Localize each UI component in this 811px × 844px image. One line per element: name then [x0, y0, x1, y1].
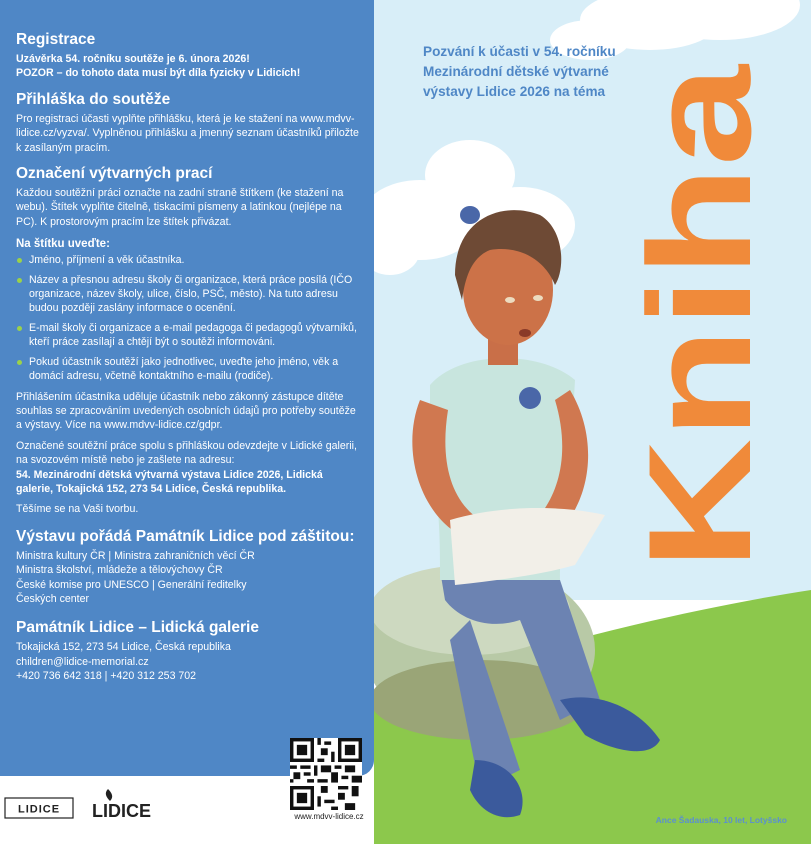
bullet-icon [17, 278, 22, 283]
list-item: Pokud účastník soutěží jako jednotlivec, uveďte jeho jméno, věk a domácí adresu, včetně kontaktního e-mailu (rodiče). [16, 355, 360, 384]
lidice-gallery-logo [90, 787, 170, 823]
labeling-text: Každou soutěžní práci označte na zadní straně štítkem (ke stažení na webu). Štítek vyplňte čitelně, tiskacími písmeny a latinkou (nejlépe na PC). K prostorovým pracím lze štítek přivázat. [16, 187, 344, 228]
bullet-icon [17, 326, 22, 331]
list-item: E-mail školy či organizace a e-mail pedagoga či pedagogů výtvarníků, kteří práce zasílají a chtějí být o soutěži informováni. [16, 321, 360, 350]
list-item: Jméno, příjmení a věk účastníka. [16, 253, 360, 267]
shipping-text: Označené soutěžní práce spolu s přihláškou odevzdejte v Lidické galerii, na svozovém místě nebo je zašlete na adresu: [16, 439, 357, 467]
contact-address: Tokajická 152, 273 54 Lidice, Česká republika [16, 641, 231, 654]
label-list-heading: Na štítku uveďte: [16, 238, 110, 251]
shipping-address: 54. Mezinárodní dětská výtvarná výstava Lidice 2026, Lidická galerie, Tokajická 152, 273 54 Lidice, Česká republika. [16, 468, 323, 495]
application-section [16, 90, 360, 155]
patronage-section [16, 527, 360, 607]
svg-text:LIDICE: LIDICE [17, 803, 61, 816]
theme-word: Kniha [618, 164, 781, 570]
patronage-line: České komise pro UNESCO | Generální ředitelky [16, 578, 247, 591]
lidice-logo [4, 796, 74, 820]
application-text: Pro registraci účasti vyplňte přihlášku, která je ke stažení na www.mdvv-lidice.cz/vyzva/. Vyplněnou přihlášku a jmenný seznam účastníků přiložte k zasílaným pracím. [16, 112, 359, 154]
application-heading: Přihláška do soutěže [16, 90, 171, 108]
patronage-heading: Výstavu pořádá Památník Lidice pod záštitou: [16, 527, 355, 545]
patronage-line: Českých center [16, 592, 90, 605]
invitation-text: Pozvání k účasti v 54. ročníku Mezinárodní dětské výtvarné výstavy Lidice 2026 na téma [423, 44, 616, 99]
contact-heading: Památník Lidice – Lidická galerie [16, 619, 259, 637]
labeling-heading: Označení výtvarných prací [16, 165, 213, 183]
svg-text:LIDICE: LIDICE [92, 801, 152, 821]
qr-url[interactable]: www.mdvv-lidice.cz [294, 812, 364, 821]
consent-text: Přihlášením účastníka uděluje účastník nebo zákonný zástupce dítěte souhlas se zpracováním uvedených osobních údajů pro potřeby soutěže a výstavy. Více na www.mdvv-lidice.cz/gdpr. [16, 390, 356, 432]
contact-section [16, 618, 360, 683]
patronage-line: Ministra školství, mládeže a tělovýchovy ČR [16, 564, 223, 577]
registration-note: POZOR – do tohoto data musí být díla fyzicky v Lidicích! [16, 67, 301, 80]
label-list [16, 253, 360, 383]
labeling-section [16, 164, 360, 229]
info-panel [0, 0, 374, 776]
theme-title [618, 55, 781, 575]
registration-heading: Registrace [16, 31, 96, 48]
contact-phones: +420 736 642 318 | +420 312 253 702 [16, 670, 197, 683]
artwork-credit: Ance Šadauska, 10 let, Lotyšsko [655, 815, 787, 825]
closing-text: Těšíme se na Vaši tvorbu. [16, 503, 139, 516]
contact-email[interactable]: children@lidice-memorial.cz [16, 655, 149, 668]
list-item: Název a přesnou adresu školy či organizace, která práce posílá (IČO organizace, název školy, ulice, číslo, PSČ, město). Na tuto adresu budou později zaslány informace o ocenění. [16, 273, 360, 316]
registration-section [16, 30, 360, 81]
bullet-icon [17, 258, 22, 263]
registration-deadline: Uzávěrka 54. ročníku soutěže je 6. února 2026! [16, 53, 250, 65]
qr-code-icon[interactable] [290, 738, 362, 810]
bullet-icon [17, 360, 22, 365]
patronage-line: Ministra kultury ČR | Ministra zahraničních věcí ČR [16, 549, 255, 562]
